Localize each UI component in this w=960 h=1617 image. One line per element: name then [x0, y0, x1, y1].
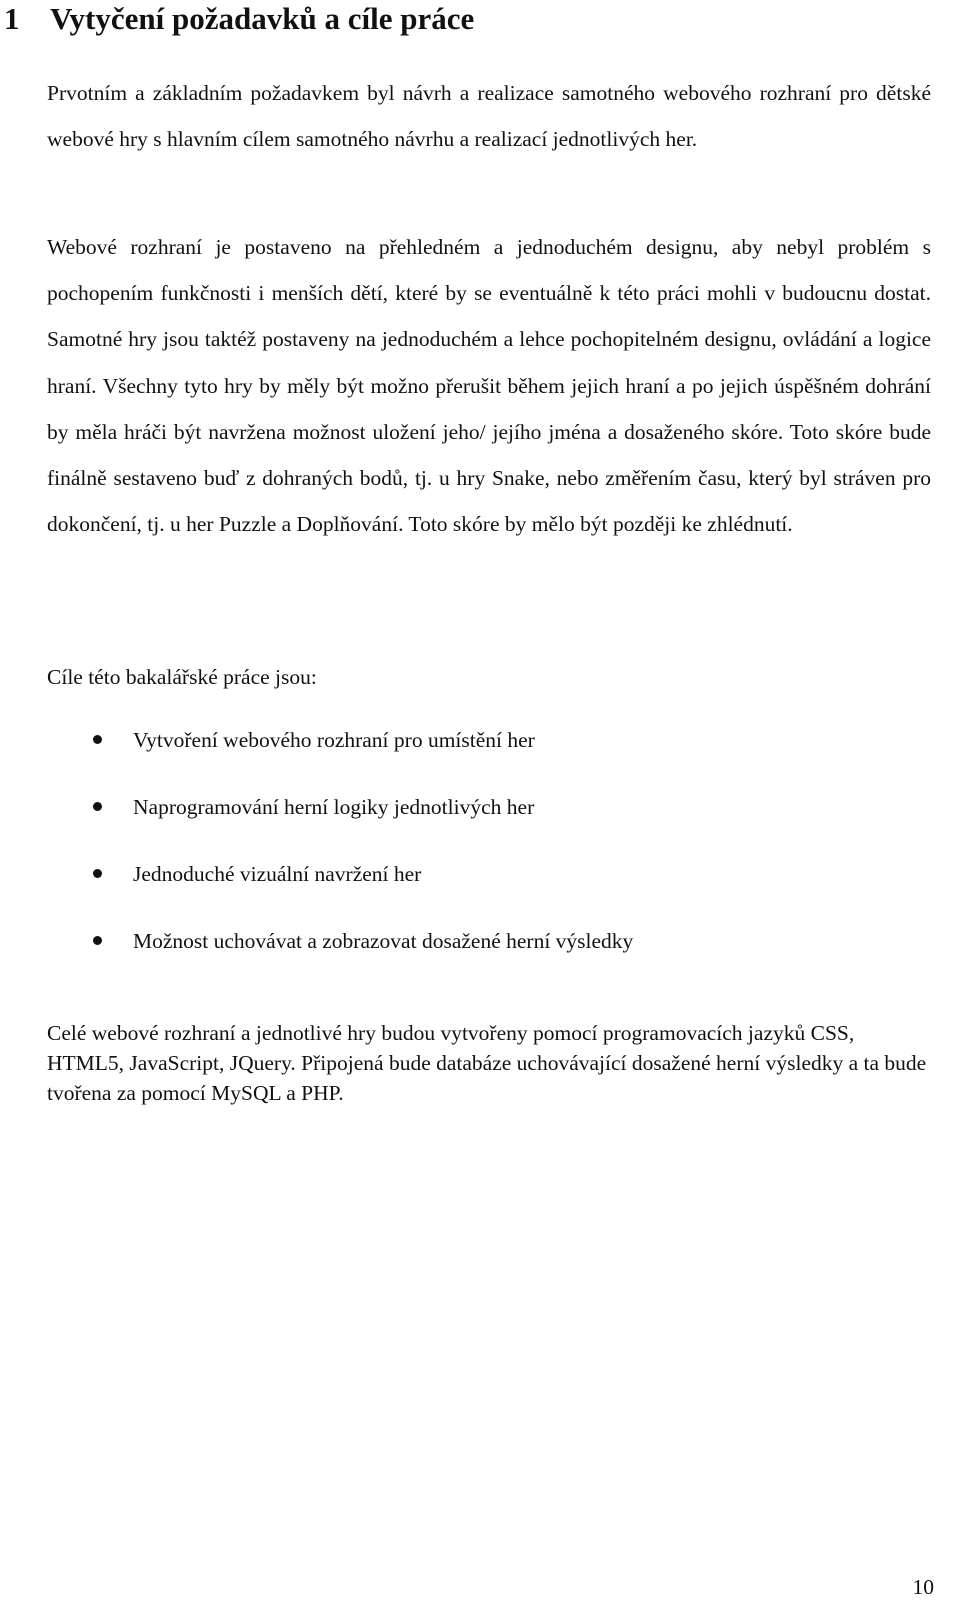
list-item-text: Naprogramování herní logiky jednotlivých her: [133, 795, 535, 819]
list-item: [0, 715, 633, 782]
goals-list: [0, 715, 633, 983]
list-item: [0, 916, 633, 983]
list-item: [0, 849, 633, 916]
bullet-icon: [93, 802, 102, 811]
list-item-text: Možnost uchovávat a zobrazovat dosažené herní výsledky: [133, 929, 634, 953]
bullet-icon: [93, 869, 102, 878]
page-number: 10: [912, 1575, 934, 1599]
chapter-title: Vytyčení požadavků a cíle práce: [50, 1, 475, 36]
list-item: [0, 782, 633, 849]
design-paragraph: Webové rozhraní je postaveno na přehledném a jednoduchém designu, aby nebyl problém s pochopením funkčnosti i menších dětí, které by se eventuálně k této práci mohli v budoucnu dostat. Samotné hry jsou taktéž postaveny na jednoduchém a lehce pochopitelném designu, ovládání a logice hraní. Všechny tyto hry by měly být možno přerušit během jejich hraní a po jejich úspěšném dohrání by měla hráči být navržena možnost uložení jeho/ jejího jména a dosaženého skóre. Toto skóre bude finálně sestaveno buď z dohraných bodů, tj. u hry Snake, nebo změřením času, který byl stráven pro dokončení, tj. u her Puzzle a Doplňování. Toto skóre by mělo být později ke zhlédnutí.: [47, 235, 931, 537]
list-item-text: Vytvoření webového rozhraní pro umístění her: [133, 728, 535, 752]
intro-paragraph: Prvotním a základním požadavkem byl návrh a realizace samotného webového rozhraní pro dětské webové hry s hlavním cílem samotného návrhu a realizací jednotlivých her.: [47, 81, 931, 152]
chapter-number: 1: [4, 1, 20, 36]
goals-intro-paragraph: Cíle této bakalářské práce jsou:: [47, 665, 317, 689]
list-item-text: Jednoduché vizuální navržení her: [133, 862, 422, 886]
chapter-heading: [4, 0, 474, 38]
technologies-paragraph: Celé webové rozhraní a jednotlivé hry budou vytvořeny pomocí programovacích jazyků CSS, HTML5, JavaScript, JQuery. Připojená bude databáze uchovávající dosažené herní výsledky a ta bude tvořena za pomocí MySQL a PHP.: [47, 1021, 927, 1105]
bullet-icon: [93, 735, 102, 744]
bullet-icon: [93, 936, 102, 945]
